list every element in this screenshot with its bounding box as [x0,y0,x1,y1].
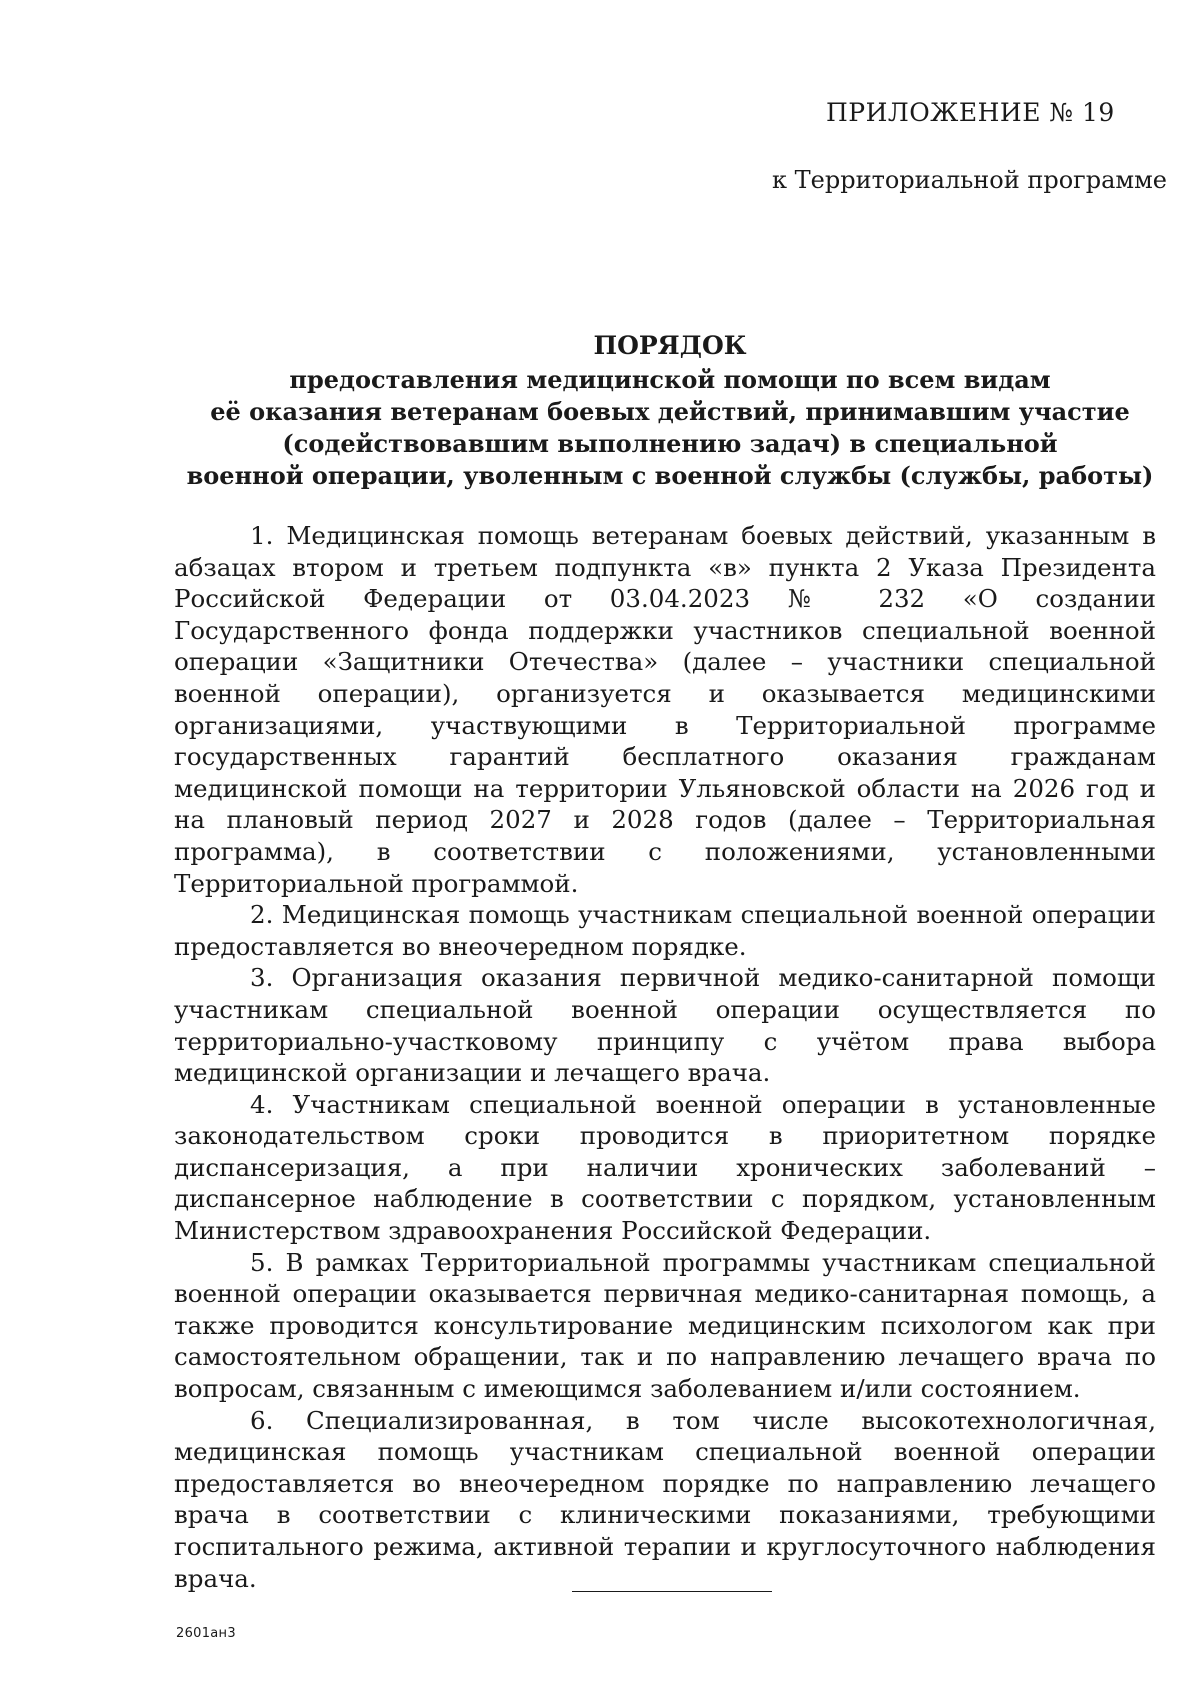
appendix-title: ПРИЛОЖЕНИЕ № 19 [826,98,1115,127]
paragraph-4: 4. Участникам специальной военной операции в установленные законодательством сроки проводится в приоритетном порядке диспансеризация, а при наличии хронических заболеваний – диспансерное наблюдение в соответствии с порядком, установленным Министерством здравоохранения Российской Федерации. [174,1089,1156,1246]
document-heading [170,330,1170,492]
paragraph-6: 6. Специализированная, в том числе высокотехнологичная, медицинская помощь участникам специальной военной операции предоставляется во внеочередном порядке по направлению лечащего врача в соответствии с клиническими показаниями, требующими госпитального режима, активной терапии и круглосуточного наблюдения врача. [174,1405,1156,1593]
end-separator-line [572,1591,772,1592]
heading-main: ПОРЯДОК [593,331,747,360]
heading-line: её оказания ветеранам боевых действий, принимавшим участие [210,397,1130,426]
paragraph-2: 2. Медицинская помощь участникам специальной военной операции предоставляется во внеочередном порядке. [174,900,1156,961]
heading-line: предоставления медицинской помощи по всем видам [289,365,1051,394]
paragraph-5: 5. В рамках Территориальной программы участникам специальной военной операции оказывается первичная медико-санитарная помощь, а также проводится консультирование медицинским психологом как при самостоятельном обращении, так и по направлению лечащего врача по вопросам, связанным с имеющимся заболеванием и/или состоянием. [174,1247,1156,1404]
paragraph-1: 1. Медицинская помощь ветеранам боевых действий, указанным в абзацах втором и третьем подпункта «в» пункта 2 Указа Президента Российской Федерации от 03.04.2023 № 232 «О создании Государственного фонда поддержки участников специальной военной операции «Защитники Отечества» (далее – участники специальной военной операции), организуется и оказывается медицинскими организациями, участвующими в Территориальной программе государственных гарантий бесплатного оказания гражданам медицинской помощи на территории Ульяновской области на 2026 год и на плановый период 2027 и 2028 годов (далее – Территориальная программа), в соответствии с положениями, установленными Территориальной программой. [174,521,1156,898]
document-body [174,520,1156,1594]
document-code: 2601ан3 [176,1626,236,1641]
heading-line: (содействовавшим выполнению задач) в специальной [282,429,1058,458]
appendix-subtitle: к Территориальной программе [772,166,1167,194]
paragraph-3: 3. Организация оказания первичной медико-санитарной помощи участникам специальной военной операции осуществляется по территориально-участковому принципу с учётом права выбора медицинской организации и лечащего врача. [174,963,1156,1088]
heading-line: военной операции, уволенным с военной службы (службы, работы) [186,461,1154,490]
